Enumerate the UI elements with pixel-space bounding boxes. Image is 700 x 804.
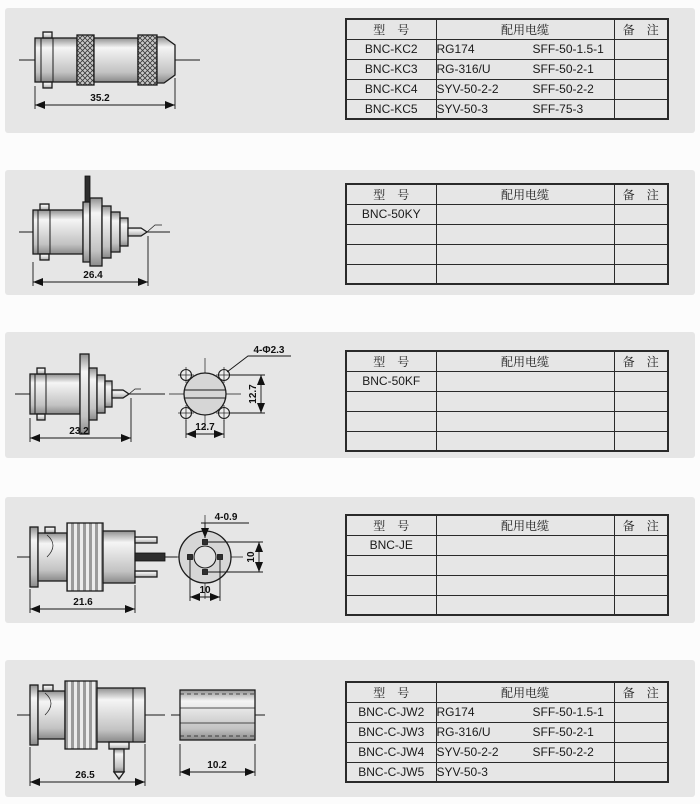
cable-cell (436, 762, 614, 782)
table-row (346, 595, 668, 615)
remark-cell (614, 59, 668, 79)
table-row (346, 371, 668, 391)
table-row (346, 264, 668, 284)
remark-cell (614, 244, 668, 264)
header-remark: 备 注 (614, 184, 668, 204)
section-bnc-c-jw (5, 660, 695, 797)
remark-cell (614, 371, 668, 391)
connector-drawing-svg (5, 332, 345, 458)
cable-cell (436, 555, 614, 575)
cable-cell (436, 39, 614, 59)
table-row (346, 575, 668, 595)
side-view (19, 176, 170, 266)
side-view (17, 681, 165, 786)
cable-a: SYV-50-2-2 (436, 82, 499, 96)
cable-a: SYV-50-3 (436, 764, 488, 779)
cable-cell (436, 99, 614, 119)
model-cell: BNC-KC4 (346, 79, 436, 99)
cable-cell (436, 264, 614, 284)
cable-cell (436, 702, 614, 722)
table-row (346, 204, 668, 224)
cable-b: SFF-50-2-1 (532, 62, 594, 76)
table-header-row (346, 682, 668, 702)
cable-b: SFF-75-3 (532, 101, 584, 116)
cable-cell (436, 244, 614, 264)
model-cell: BNC-C-JW4 (346, 742, 436, 762)
connector-drawing-svg (5, 170, 345, 295)
side-view (17, 523, 177, 613)
remark-cell (614, 39, 668, 59)
header-model: 型 号 (346, 351, 436, 371)
remark-cell (614, 99, 668, 119)
cable-cell (436, 204, 614, 224)
header-cable: 配用电缆 (436, 184, 614, 204)
spec-table-bnc-je (345, 514, 669, 616)
remark-cell (614, 224, 668, 244)
header-cable: 配用电缆 (436, 515, 614, 535)
header-model: 型 号 (346, 19, 436, 39)
dimension-label: 26.4 (83, 270, 103, 281)
header-remark: 备 注 (614, 515, 668, 535)
cable-cell (436, 595, 614, 615)
section-bnc-50kf (5, 332, 695, 458)
remark-cell (614, 431, 668, 451)
header-remark: 备 注 (614, 19, 668, 39)
cable-cell (436, 575, 614, 595)
model-cell (346, 575, 436, 595)
model-cell: BNC-C-JW2 (346, 702, 436, 722)
cable-cell (436, 79, 614, 99)
model-cell (346, 411, 436, 431)
table-row (346, 555, 668, 575)
cable-cell (436, 742, 614, 762)
model-cell (346, 431, 436, 451)
cable-cell (436, 371, 614, 391)
holes-label: 4-Φ2.3 (253, 345, 285, 356)
table-header-row (346, 515, 668, 535)
spec-table-bnc-kc (345, 18, 669, 120)
model-cell (346, 224, 436, 244)
cable-b: SFF-50-1.5-1 (532, 42, 604, 56)
header-model: 型 号 (346, 184, 436, 204)
table-header-row (346, 19, 668, 39)
model-cell: BNC-KC2 (346, 39, 436, 59)
dimension-label: 35.2 (90, 93, 110, 104)
table-row (346, 391, 668, 411)
section-bnc-50ky (5, 170, 695, 295)
spec-table-bnc-50kf (345, 350, 669, 452)
section-bnc-je (5, 497, 695, 623)
spec-table-bnc-50ky (345, 183, 669, 285)
cable-cell (436, 59, 614, 79)
table-header-row (346, 351, 668, 371)
cable-a: SYV-50-2-2 (436, 745, 499, 759)
dimension-label: 23.2 (69, 426, 89, 437)
remark-cell (614, 79, 668, 99)
connector-drawing-svg (5, 8, 345, 133)
model-cell (346, 555, 436, 575)
table-row (346, 702, 668, 722)
holes-callout (227, 345, 291, 372)
header-model: 型 号 (346, 515, 436, 535)
dimension-label: 26.5 (75, 770, 95, 781)
dimension-label: 10 (246, 551, 257, 563)
model-cell: BNC-50KY (346, 204, 436, 224)
front-view (167, 512, 263, 601)
connector-drawing-svg (5, 660, 345, 797)
cable-a: RG174 (436, 42, 475, 56)
cable-cell (436, 431, 614, 451)
cable-a: RG-316/U (436, 725, 491, 739)
header-cable: 配用电缆 (436, 19, 614, 39)
dimension-label: 21.6 (73, 597, 93, 608)
remark-cell (614, 411, 668, 431)
cable-b: SFF-50-2-2 (532, 745, 594, 759)
model-cell: BNC-JE (346, 535, 436, 555)
table-row (346, 742, 668, 762)
drawing-bnc-kc (5, 8, 345, 138)
table-row (346, 411, 668, 431)
drawing-bnc-je (5, 497, 345, 628)
horizontal-pitch-dimension (186, 420, 224, 438)
model-cell: BNC-50KF (346, 371, 436, 391)
drawing-bnc-50kf (5, 332, 345, 463)
side-view (15, 354, 165, 442)
header-model: 型 号 (346, 682, 436, 702)
drawing-bnc-c-jw (5, 660, 345, 802)
cable-cell (436, 411, 614, 431)
sleeve-view (171, 690, 265, 776)
table-row (346, 535, 668, 555)
table-header-row (346, 184, 668, 204)
cable-cell (436, 224, 614, 244)
header-cable: 配用电缆 (436, 682, 614, 702)
cable-cell (436, 722, 614, 742)
remark-cell (614, 575, 668, 595)
remark-cell (614, 535, 668, 555)
table-row (346, 722, 668, 742)
header-remark: 备 注 (614, 682, 668, 702)
cable-cell (436, 535, 614, 555)
cable-a: RG-316/U (436, 62, 491, 76)
remark-cell (614, 762, 668, 782)
table-row (346, 762, 668, 782)
table-row (346, 79, 668, 99)
table-row (346, 99, 668, 119)
table-row (346, 59, 668, 79)
remark-cell (614, 595, 668, 615)
model-cell: BNC-C-JW3 (346, 722, 436, 742)
table-row (346, 244, 668, 264)
model-cell (346, 264, 436, 284)
header-remark: 备 注 (614, 351, 668, 371)
dimension-label: 10.2 (207, 760, 227, 771)
remark-cell (614, 742, 668, 762)
cable-b: SFF-50-2-2 (532, 82, 594, 96)
cable-b: SFF-50-1.5-1 (532, 705, 604, 719)
cable-b: SFF-50-2-1 (532, 725, 594, 739)
pins-label: 4-0.9 (214, 512, 238, 523)
table-row (346, 39, 668, 59)
model-cell (346, 595, 436, 615)
model-cell: BNC-C-JW5 (346, 762, 436, 782)
drawing-bnc-50ky (5, 170, 345, 300)
table-row (346, 224, 668, 244)
cable-a: SYV-50-3 (436, 101, 488, 116)
remark-cell (614, 702, 668, 722)
model-cell: BNC-KC5 (346, 99, 436, 119)
side-view (19, 32, 200, 88)
model-cell (346, 391, 436, 411)
front-view (169, 345, 291, 438)
dimension-label: 12.7 (195, 422, 215, 433)
cable-a: RG174 (436, 705, 475, 719)
dimension-label: 10 (199, 585, 211, 596)
dimension-label: 12.7 (248, 384, 259, 404)
model-cell (346, 244, 436, 264)
remark-cell (614, 264, 668, 284)
remark-cell (614, 722, 668, 742)
table-row (346, 431, 668, 451)
spec-table-bnc-c-jw (345, 681, 669, 783)
header-cable: 配用电缆 (436, 351, 614, 371)
section-bnc-kc (5, 8, 695, 133)
model-cell: BNC-KC3 (346, 59, 436, 79)
connector-drawing-svg (5, 497, 345, 623)
remark-cell (614, 391, 668, 411)
cable-cell (436, 391, 614, 411)
remark-cell (614, 204, 668, 224)
remark-cell (614, 555, 668, 575)
